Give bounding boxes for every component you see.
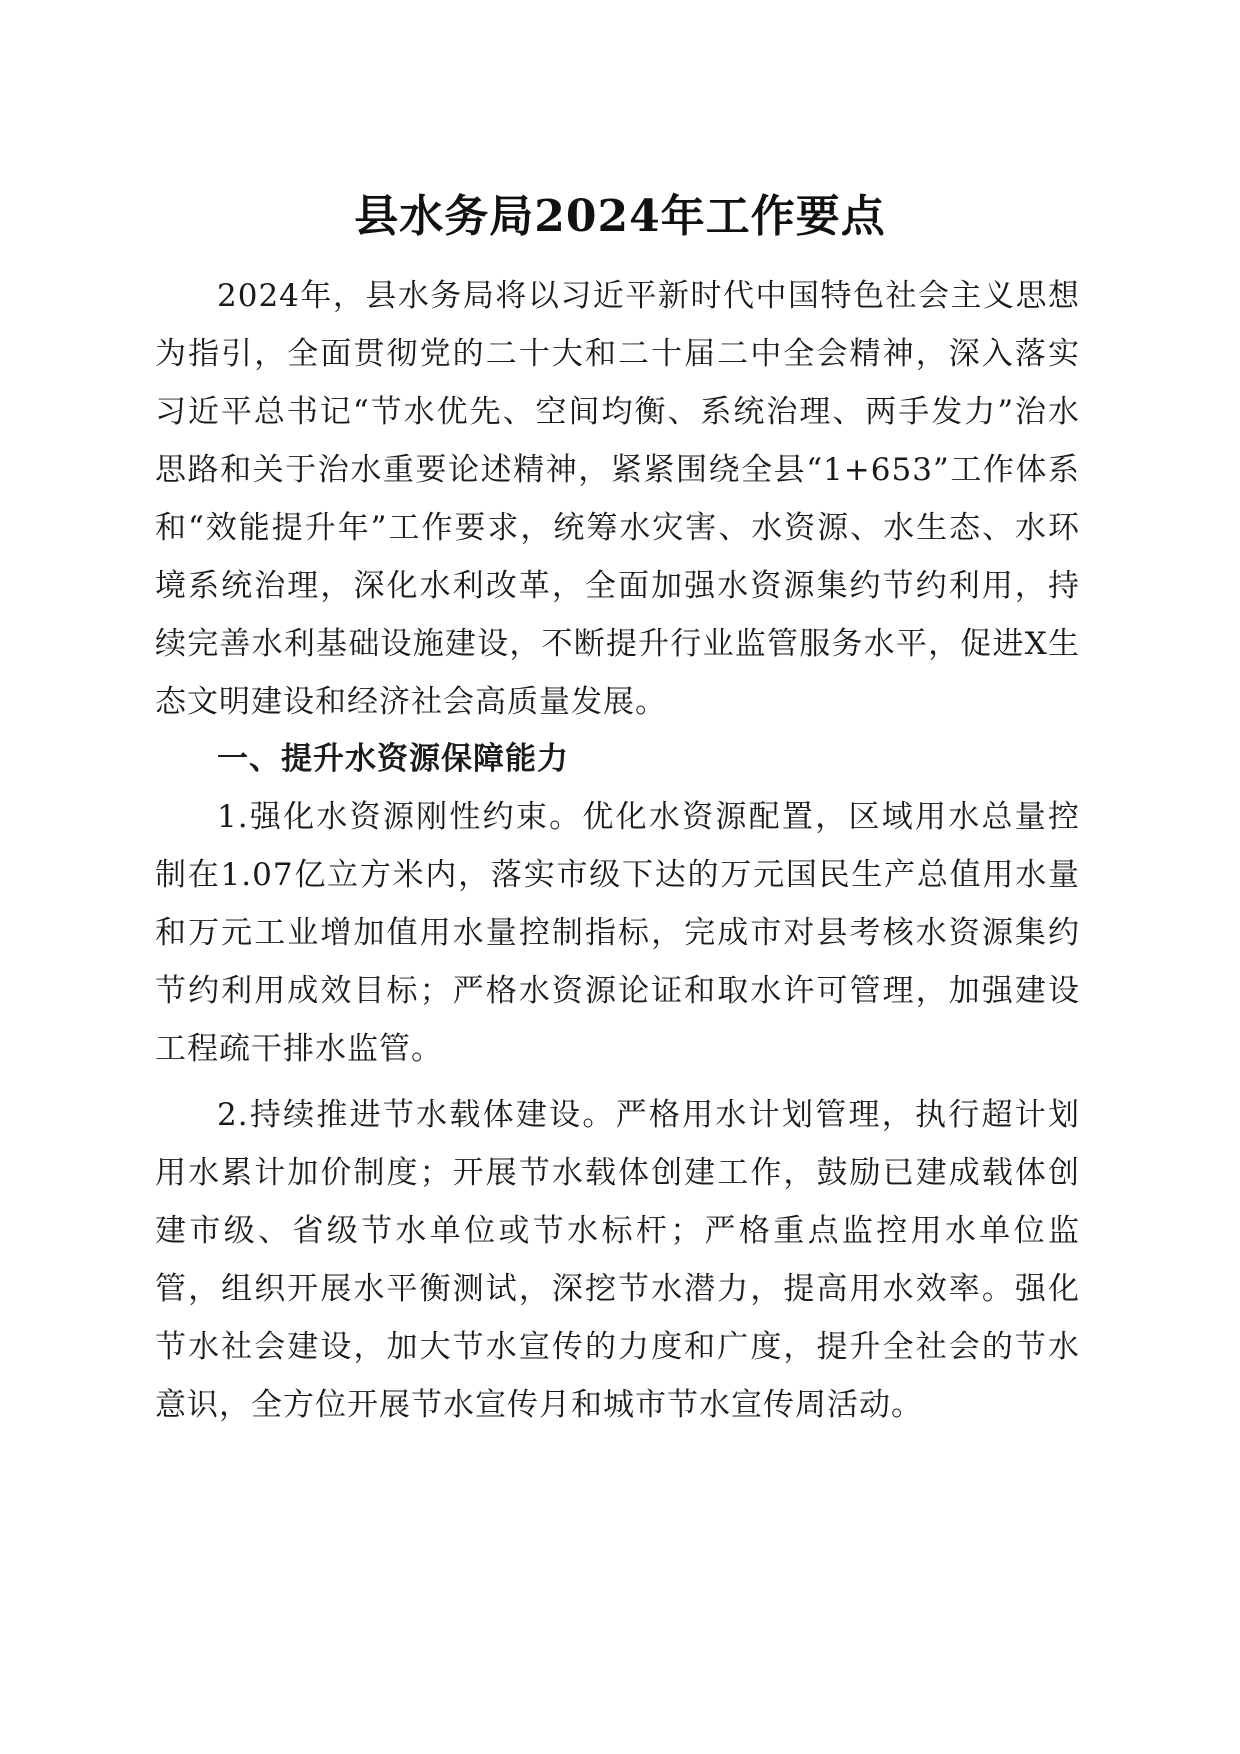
- section-item-paragraph: 2.持续推进节水载体建设。严格用水计划管理，执行超计划用水累计加价制度；开展节水载体创建工作，鼓励已建成载体创建市级、省级节水单位或节水标杆；严格重点监控用水单位监管，组织开展水平衡测试，深挖节水潜力，提高用水效率。强化节水社会建设，加大节水宣传的力度和广度，提升全社会的节水意识，全方位开展节水宣传月和城市节水宣传周活动。: [155, 1097, 1080, 1423]
- intro-paragraph: 2024年，县水务局将以习近平新时代中国特色社会主义思想为指引，全面贯彻党的二十大和二十届二中全会精神，深入落实习近平总书记“节水优先、空间均衡、系统治理、两手发力”治水思路和关于治水重要论述精神，紧紧围绕全县“1+653”工作体系和“效能提升年”工作要求，统筹水灾害、水资源、水生态、水环境系统治理，深化水利改革，全面加强水资源集约节约利用，持续完善水利基础设施建设，不断提升行业监管服务水平，促进X生态文明建设和经济社会高质量发展。: [155, 278, 1080, 720]
- document-title: 县水务局2024年工作要点: [354, 191, 886, 242]
- section-heading: 一、提升水资源保障能力: [217, 741, 569, 777]
- section-item-paragraph: 1.强化水资源刚性约束。优化水资源配置，区域用水总量控制在1.07亿立方米内，落实市级下达的万元国民生产总值用水量和万元工业增加值用水量控制指标，完成市对县考核水资源集约节约利用成效目标；严格水资源论证和取水许可管理，加强建设工程疏干排水监管。: [155, 799, 1080, 1067]
